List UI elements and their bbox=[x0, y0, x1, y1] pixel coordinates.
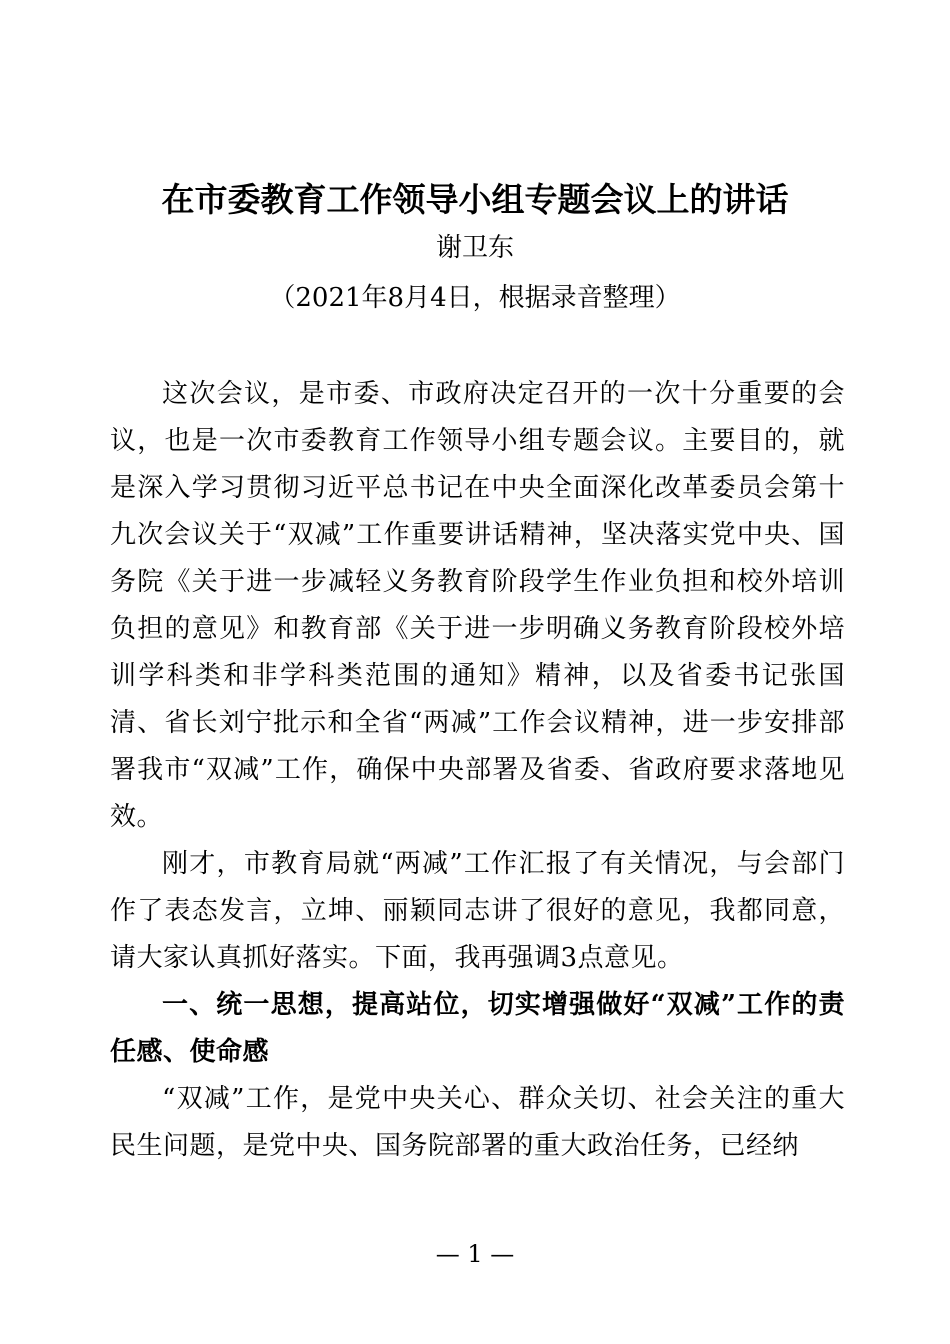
paragraph-section-1: “双减”工作，是党中央关心、群众关切、社会关注的重大民生问题，是党中央、国务院部署的重大政治任务，已经纳 bbox=[110, 1084, 845, 1161]
paragraph-summary: 刚才，市教育局就“两减”工作汇报了有关情况，与会部门作了表态发言，立坤、丽颖同志讲了很好的意见，我都同意，请大家认真抓好落实。下面，我再强调3点意见。 bbox=[110, 849, 845, 973]
document-body bbox=[110, 371, 845, 1170]
page-number: — 1 — bbox=[435, 1240, 515, 1268]
document-date-note: （2021年8月4日，根据录音整理） bbox=[269, 283, 681, 313]
section-heading-1: 一、统一思想，提高站位，切实增强做好“双减”工作的责任感、使命感 bbox=[110, 990, 845, 1067]
document-author: 谢卫东 bbox=[435, 233, 514, 263]
document-title: 在市委教育工作领导小组专题会议上的讲话 bbox=[161, 180, 789, 219]
paragraph-intro: 这次会议，是市委、市政府决定召开的一次十分重要的会议，也是一次市委教育工作领导小组专题会议。主要目的，就是深入学习贯彻习近平总书记在中央全面深化改革委员会第十九次会议关于“双减”工作重要讲话精神，坚决落实党中央、国务院《关于进一步减轻义务教育阶段学生作业负担和校外培训负担的意见》和教育部《关于进一步明确义务教育阶段校外培训学科类和非学科类范围的通知》精神，以及省委书记张国清、省长刘宁批示和全省“两减”工作会议精神，进一步安排部署我市“双减”工作，确保中央部署及省委、省政府要求落地见效。 bbox=[110, 379, 845, 832]
